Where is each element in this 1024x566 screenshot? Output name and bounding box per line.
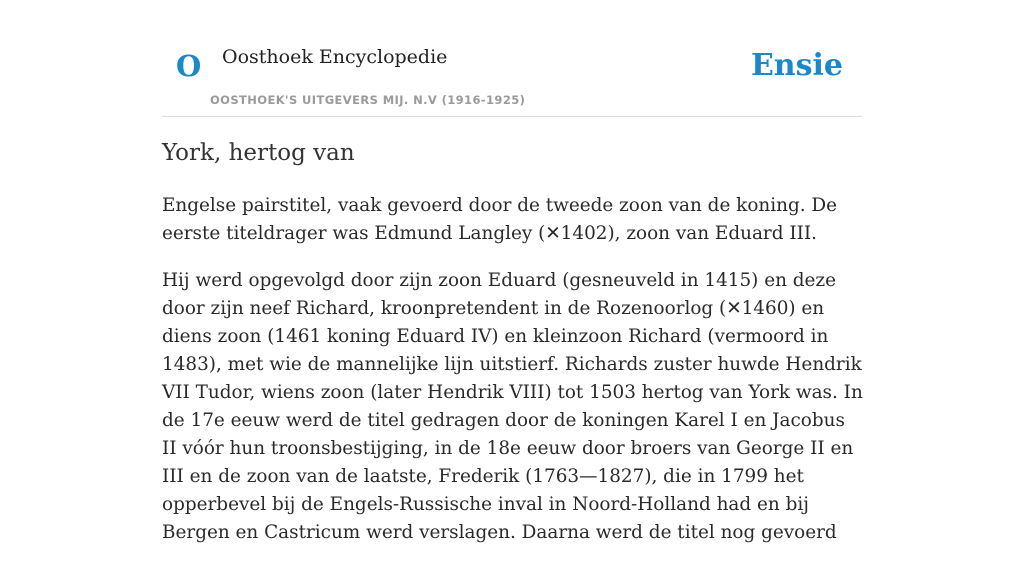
- site-subtitle: OOSTHOEK'S UITGEVERS MIJ. N.V (1916-1925): [210, 93, 526, 107]
- article-paragraph: Engelse pairstitel, vaak gevoerd door de tweede zoon van de koning. De eerste titeldrager was Edmund Langley (✕1402), zoon van Eduard III.: [162, 195, 838, 244]
- article-title: York, hertog van: [162, 140, 355, 166]
- ensie-brand-link[interactable]: Ensie: [750, 48, 843, 83]
- encyclopedia-logo[interactable]: O: [176, 49, 202, 83]
- site-header: [162, 0, 862, 117]
- page-container: [162, 0, 863, 543]
- article-paragraph: Hij werd opgevolgd door zijn zoon Eduard (gesneuveld in 1415) en deze door zijn neef Richard, kroonpretendent in de Rozenoorlog (✕1460) en diens zoon (1461 koning Eduard IV) en kleinzoon Richard (vermoord in 1483), met wie de mannelijke lijn uitstierf. Richards zuster huwde Hendrik VII Tudor, wiens zoon (later Hendrik VIII) tot 1503 hertog van York was. In de 17e eeuw werd de titel gedragen door de koningen Karel I en Jacobus II vóór hun troonsbestijging, in de 18e eeuw door broers van George II en III en de zoon van de laatste, Frederik (1763—1827), die in 1799 het opperbevel bij de Engels-Russische inval in Noord-Holland had en bij Bergen en Castricum werd verslagen. Daarna werd de titel nog gevoerd: [162, 270, 863, 543]
- article-body: [162, 192, 864, 566]
- site-title[interactable]: Oosthoek Encyclopedie: [222, 46, 448, 68]
